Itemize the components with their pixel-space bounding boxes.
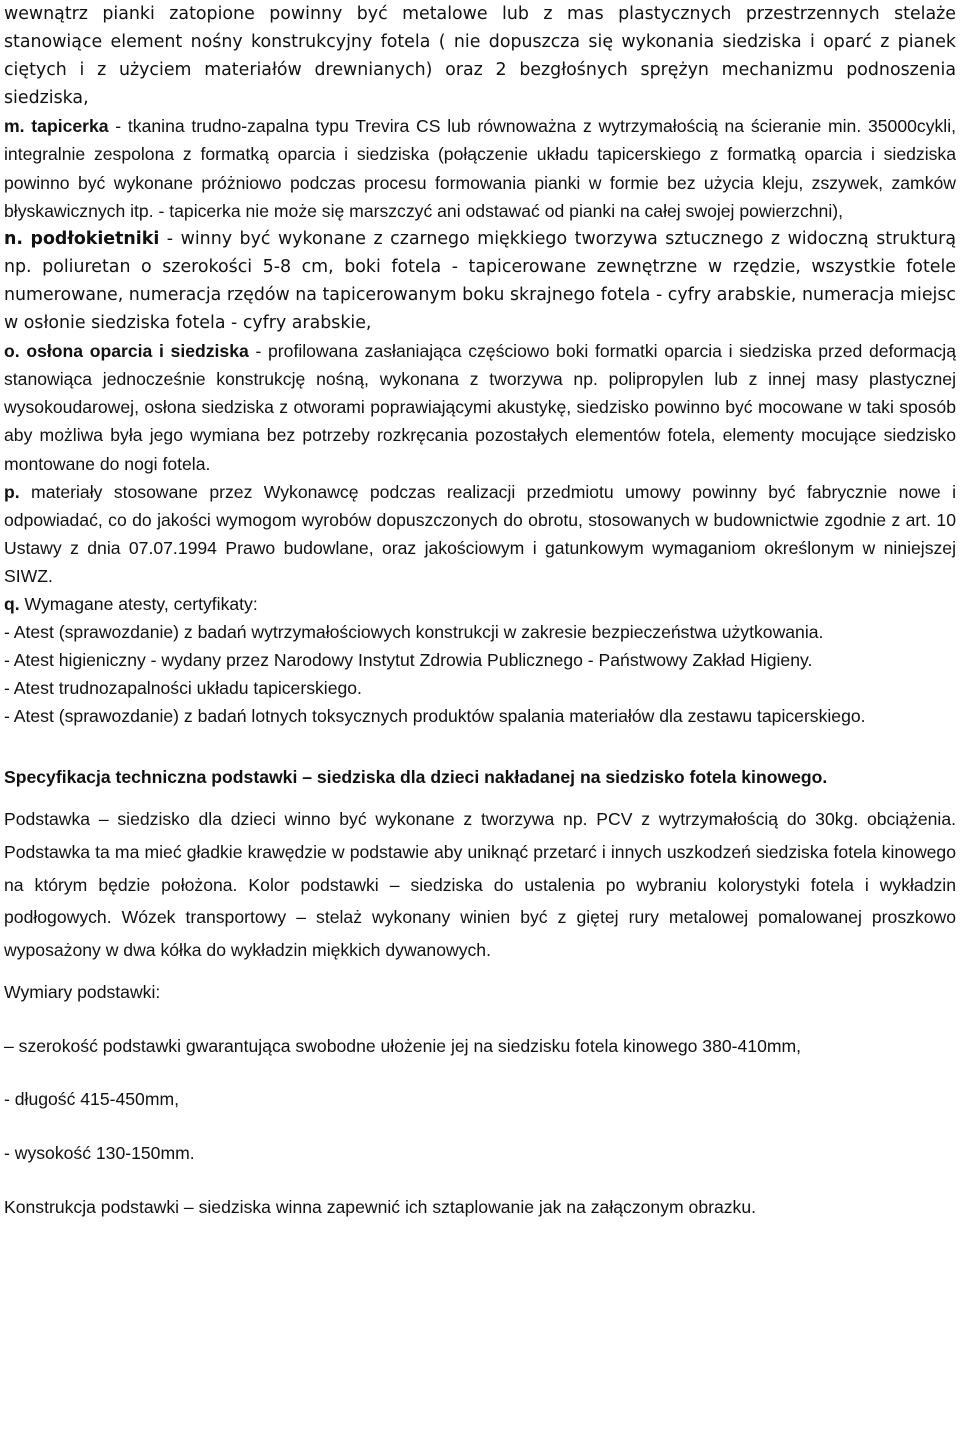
text-oslona: - profilowana zasłaniająca częściowo boki formatki oparcia i siedziska przed deformacją stanowiąca jednocześnie konstrukcję nośną, wykonana z tworzywa np. polipropylen lub z innej masy plastycznej wysokoudarowej, osłona siedziska z otworami poprawiającymi akustykę, siedzisko powinno być mocowane w taki sposób aby możliwa była jego wymiana bez potrzeby rozkręcania pozostałych elementów fotela, elementy mocujące siedzisko montowane do nogi fotela. [4,341,956,474]
paragraph-o-cover [4,337,956,477]
closing-paragraph: Konstrukcja podstawki – siedziska winna zapewnić ich sztaplowanie jak na załączonym obrazku. [4,1197,757,1217]
section-heading: Specyfikacja techniczna podstawki – siedziska dla dzieci nakładanej na siedzisko fotela kinowego. [4,767,828,788]
section-gap [4,966,956,978]
item-letter-n: n. [4,228,23,249]
item-letter-m: m. [4,116,25,137]
section-gap [4,1006,956,1030]
dimension-item: - długość 415-450mm, [4,1089,180,1109]
atest-item: - Atest higieniczny - wydany przez Narodowy Instytut Zdrowia Publicznego - Państwowy Zakład Higieny. [4,650,813,671]
term-tapicerka: tapicerka [31,116,109,137]
atest-item: - Atest (sprawozdanie) z badań lotnych toksycznych produktów spalania materiałów dla zestawu tapicerskiego. [4,706,866,727]
text-materialy: materiały stosowane przez Wykonawcę podczas realizacji przedmiotu umowy powinny być fabrycznie nowe i odpowiadać, co do jakości wymogom wyrobów dopuszczonych do obrotu, stosowanych w budownictwie zgodnie z art. 10 Ustawy z dnia 07.07.1994 Prawo budowlane, oraz jakościowym i gatunkowym wymaganiom określonym w niniejszej SIWZ. [4,481,956,586]
item-letter-p: p. [4,481,20,502]
paragraph-q-certificates [4,590,956,618]
dimension-item: - wysokość 130-150mm. [4,1143,195,1163]
paragraph-podstawka: Podstawka – siedzisko dla dzieci winno być wykonane z tworzywa np. PCV z wytrzymałością do 30kg. obciążenia. Podstawka ta ma mieć gładkie krawędzie w podstawie aby uniknąć przetarć i innych uszkodzeń siedziska fotela kinowego na którym będzie położona. Kolor podstawki – siedziska do ustalenia po wybraniu kolorystyki fotela i wykładzin podłogowych. Wózek transportowy – stelaż wykonany winien być z giętej rury metalowej pomalowanej proszkowo wyposażony w dwa kółka do wykładzin miękkich dywanowych. [4,809,956,960]
paragraph-n-armrests [4,225,956,337]
text-tapicerka: - tkanina trudno-zapalna typu Trevira CS lub równoważna z wytrzymałością na ścieranie min. 35000cykli, integralnie zespolona z formatką oparcia i siedziska (połączenie układu tapicerskiego z formatką oparcia i siedziska powinno być wykonane próżniowo podczas procesu formowania pianki w formie bez użycia kleju, zszywek, zamków błyskawicznych itp. - tapicerka nie może się marszczyć ani odstawać od pianki na całej swojej powierzchni), [4,116,956,221]
section-gap [4,1063,956,1085]
dimensions-label: Wymiary podstawki: [4,982,161,1003]
atest-item: - Atest trudnozapalności układu tapicerskiego. [4,678,362,699]
text-atesty-heading: Wymagane atesty, certyfikaty: [19,593,258,614]
item-letter-q: q. [4,593,20,614]
item-letter-o: o. [4,341,20,362]
paragraph-p-materials [4,478,956,590]
paragraph-m-upholstery [4,112,956,224]
term-podlokietniki: podłokietniki [30,228,160,249]
text-podlokietniki: - winny być wykonane z czarnego miękkiego tworzywa sztucznego z widoczną strukturą np. poliuretan o szerokości 5-8 cm, boki fotela - tapicerowane zewnętrzne w rzędzie, wszystkie fotele numerowane, numeracja rzędów na tapicerowanym boku skrajnego fotela - cyfry arabskie, numeracja miejsc w osłonie siedziska fotela - cyfry arabskie, [4,228,956,334]
section-gap [4,730,956,763]
term-oslona: osłona oparcia i siedziska [26,341,249,362]
document-page [4,0,956,1221]
atest-item: - Atest (sprawozdanie) z badań wytrzymałościowych konstrukcji w zakresie bezpieczeństwa użytkowania. [4,622,824,643]
paragraph-intro: wewnątrz pianki zatopione powinny być metalowe lub z mas plastycznych przestrzennych stelaże stanowiące element nośny konstrukcyjny fotela ( nie dopuszcza się wykonania siedziska i oparć z pianek ciętych i z użyciem materiałów drewnianych) oraz 2 bezgłośnych sprężyn mechanizmu podnoszenia siedziska, [4,4,956,109]
dimension-item: – szerokość podstawki gwarantująca swobodne ułożenie jej na siedzisku fotela kinowego 380-410mm, [4,1036,802,1057]
section-gap [4,791,956,803]
section-gap [4,1113,956,1139]
section-gap [4,1167,956,1193]
